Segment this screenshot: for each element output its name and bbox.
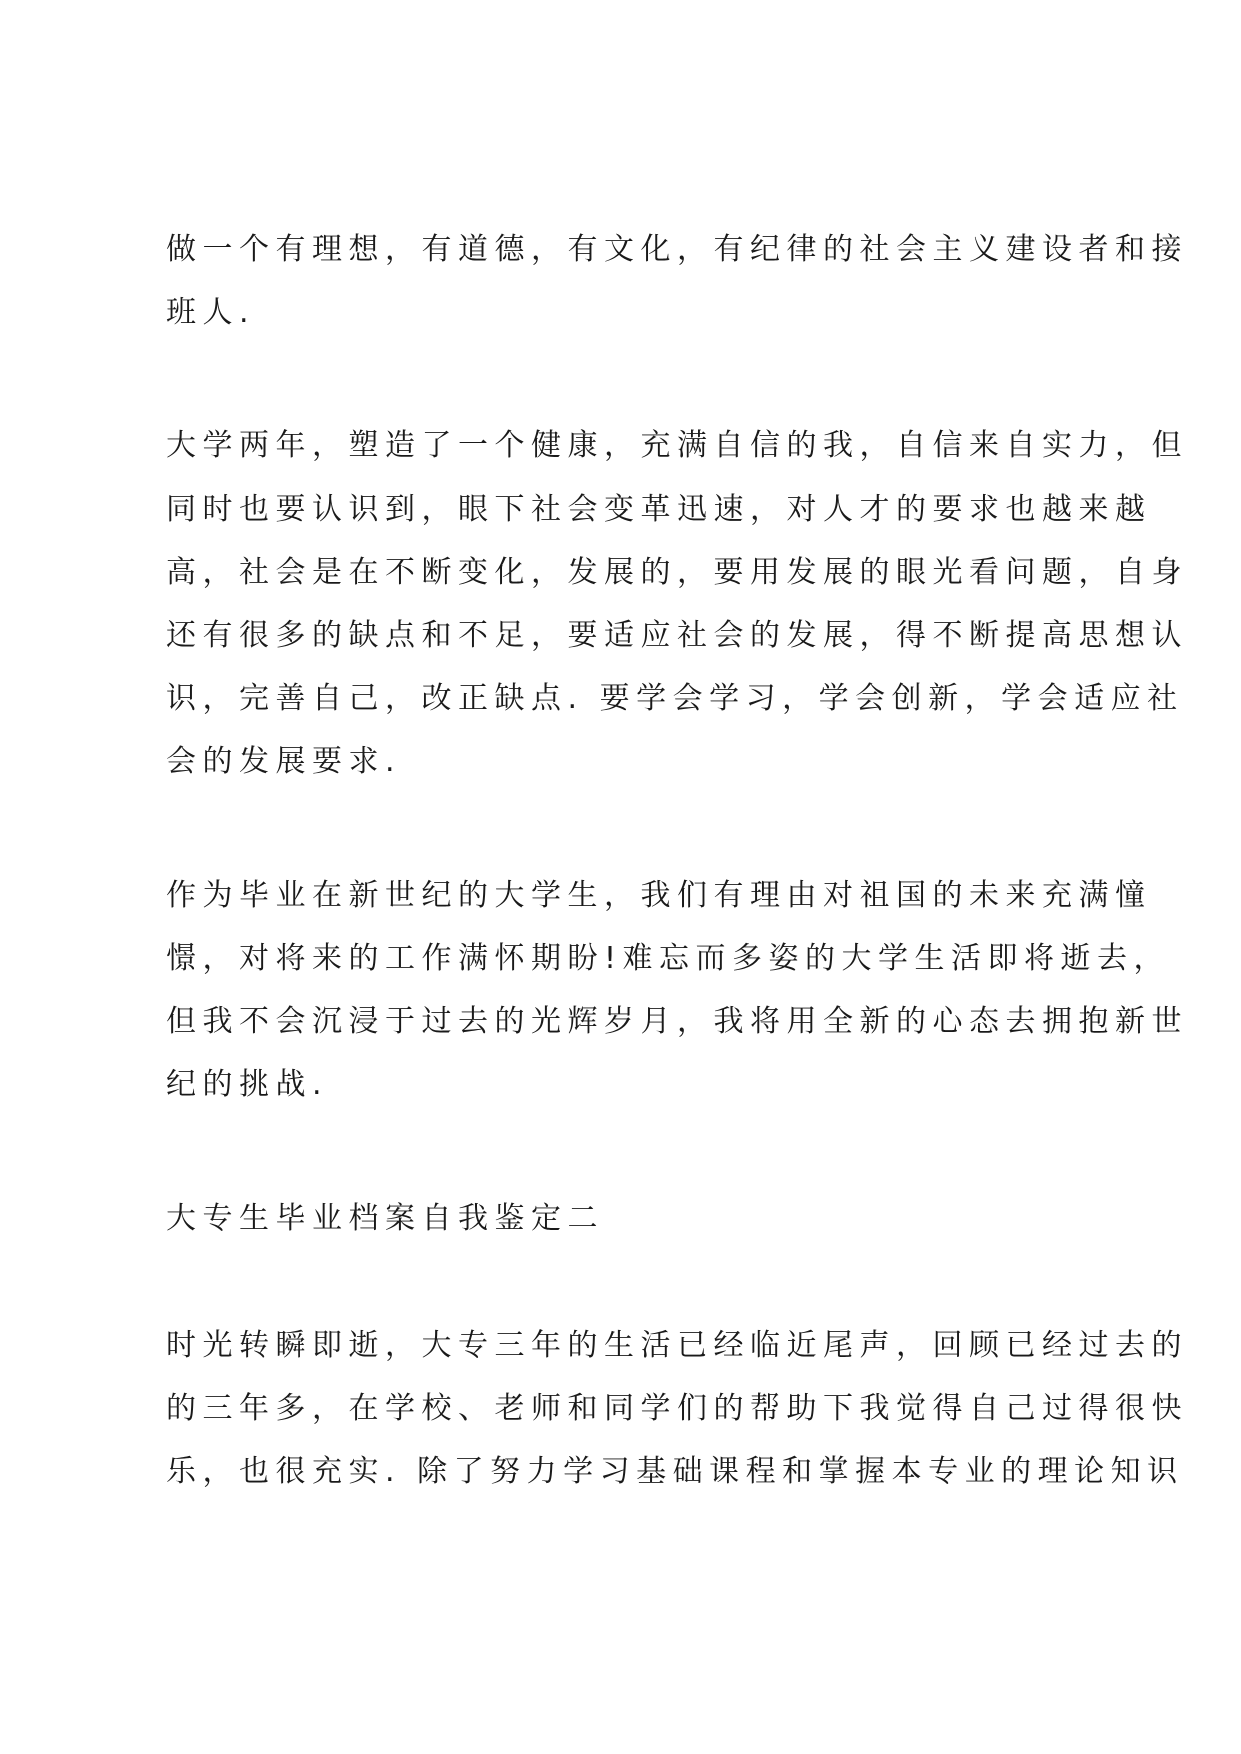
text-line: 识，完善自己，改正缺点. 要学会学习，学会创新，学会适应社 (166, 681, 1184, 716)
text-line: 作为毕业在新世纪的大学生，我们有理由对祖国的未来充满憧 (166, 878, 1152, 913)
text-line: 乐，也很充实. 除了努力学习基础课程和掌握本专业的理论知识 (166, 1454, 1184, 1489)
text-line: 做一个有理想，有道德，有文化，有纪律的社会主义建设者和接 (166, 232, 1188, 267)
section-heading: 大专生毕业档案自我鉴定二 (166, 1201, 604, 1236)
text-line: 时光转瞬即逝，大专三年的生活已经临近尾声，回顾已经过去的 (166, 1328, 1188, 1363)
text-line: 班人. (166, 295, 256, 330)
text-line: 憬，对将来的工作满怀期盼!难忘而多姿的大学生活即将逝去， (166, 941, 1171, 976)
text-line: 大学两年，塑造了一个健康，充满自信的我，自信来自实力，但 (166, 428, 1188, 463)
text-line: 高，社会是在不断变化，发展的，要用发展的眼光看问题，自身 (166, 555, 1188, 590)
text-line: 会的发展要求. (166, 744, 402, 779)
text-line: 还有很多的缺点和不足，要适应社会的发展，得不断提高思想认 (166, 618, 1188, 653)
text-line: 但我不会沉浸于过去的光辉岁月，我将用全新的心态去拥抱新世 (166, 1004, 1188, 1039)
text-line: 同时也要认识到，眼下社会变革迅速，对人才的要求也越来越 (166, 492, 1152, 527)
text-line: 纪的挑战. (166, 1067, 329, 1102)
text-line: 的三年多，在学校、老师和同学们的帮助下我觉得自己过得很快 (166, 1391, 1188, 1426)
